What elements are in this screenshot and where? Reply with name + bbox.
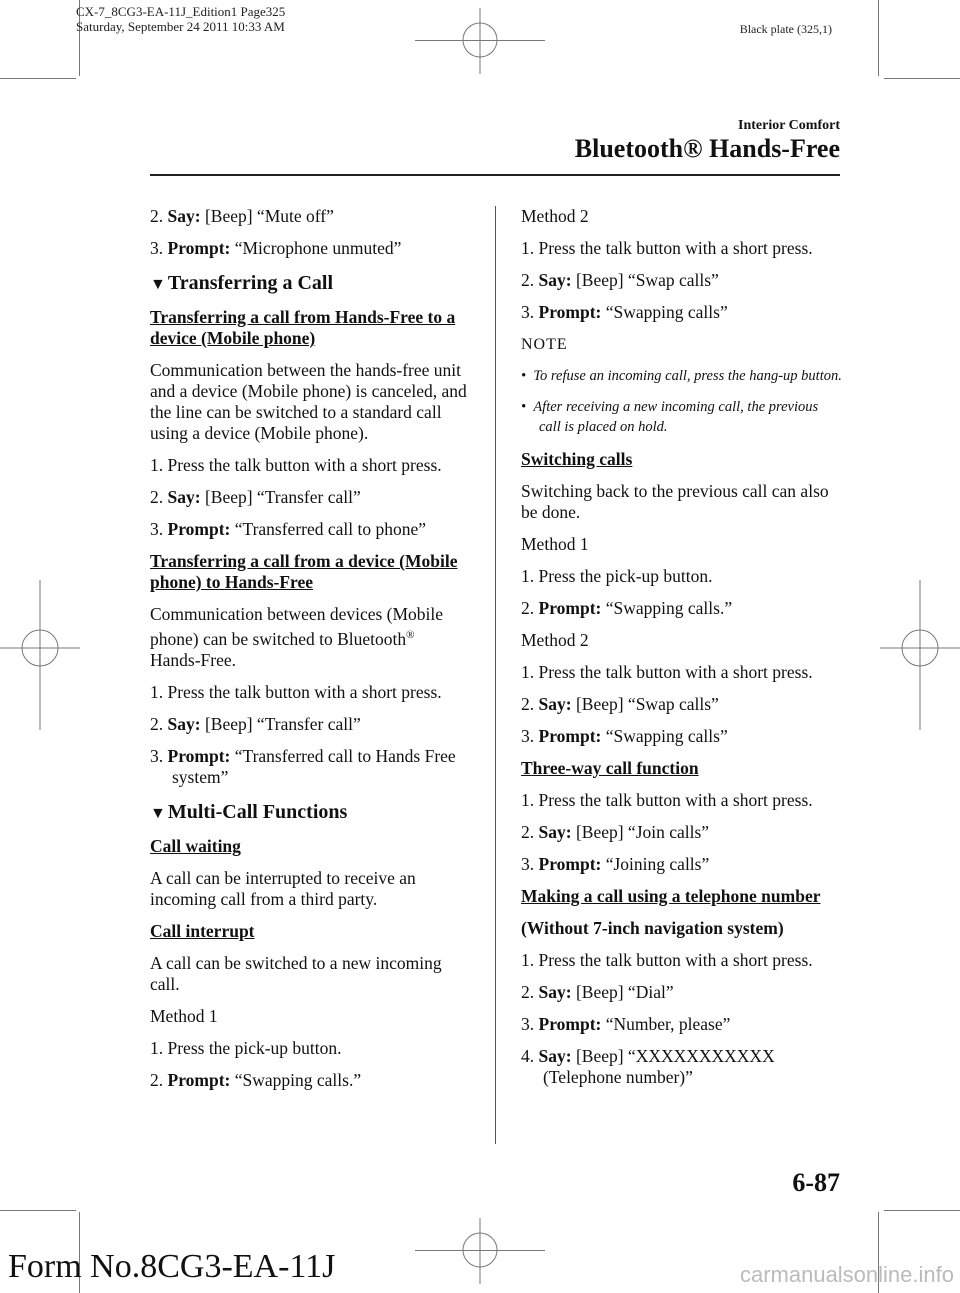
method-label: Method 2 [521,630,589,650]
heading-transferring: ▼ Transferring a Call [150,272,334,294]
step: 1. Press the talk button with a short press. [521,950,813,970]
print-meta [76,4,285,34]
paragraph: A call can be interrupted to receive an incoming call from a third party. [150,867,416,909]
paragraph: Communication between the hands-free unit and a device (Mobile phone) is canceled, and the line can be switched to a standard call using a device (Mobile phone). [150,360,467,443]
step: 4. Say: [Beep] “XXXXXXXXXXX (Telephone number)” [521,1046,775,1087]
form-number: Form No.8CG3-EA-11J [8,1248,336,1285]
header-rule [150,174,840,176]
paragraph: A call can be switched to a new incoming call. [150,952,442,994]
method-label: Method 2 [521,206,589,226]
section-title: Bluetooth® Hands-Free [574,134,840,163]
step: 2. Say: [Beep] “Swap calls” [521,270,719,290]
registration-mark-top [452,8,508,74]
registration-mark-right [880,580,960,730]
note-item: • After receiving a new incoming call, the previous call is placed on hold. [521,399,819,435]
step: 1. Press the talk button with a short press. [521,790,813,810]
condition-label: (Without 7-inch navigation system) [521,918,784,938]
step: 2. Say: [Beep] “Transfer call” [150,487,361,507]
subheading: Switching calls [521,449,633,469]
step: 2. Say: [Beep] “Dial” [521,982,674,1002]
step: 1. Press the pick-up button. [150,1037,342,1058]
step: 1. Press the pick-up button. [521,566,713,586]
step: 3. Prompt: “Transferred call to phone” [150,519,427,539]
step: 2. Say: [Beep] “Transfer call” [150,713,361,734]
note-title: NOTE [521,336,568,353]
right-column [521,206,843,1099]
bullet-icon: • [521,399,534,415]
method-label: Method 1 [150,1005,218,1026]
triangle-bullet-icon: ▼ [150,804,166,822]
paragraph: Communication between devices (Mobile phone) can be switched to Bluetooth® Hands-Free. [150,604,444,670]
step: 2. Prompt: “Swapping calls.” [521,598,733,618]
step: 3. Prompt: “Joining calls” [521,854,710,874]
bullet-icon: • [521,368,534,384]
page-number: 6-87 [792,1168,840,1197]
subheading: Call waiting [150,835,241,856]
step: 2. Say: [Beep] “Swap calls” [521,694,719,714]
section-category: Interior Comfort [738,118,840,133]
paragraph: Switching back to the previous call can also be done. [521,481,829,522]
step: 3. Prompt: “Swapping calls” [521,726,728,746]
print-meta-date: Saturday, September 24 2011 10:33 AM [76,19,285,34]
registration-mark-left [0,580,80,730]
step: 1. Press the talk button with a short press. [521,238,813,258]
column-divider [495,206,496,1144]
subheading: Three-way call function [521,758,699,778]
step: 3. Prompt: “Microphone unmuted” [150,238,402,258]
triangle-bullet-icon: ▼ [150,276,166,293]
left-column [150,206,472,1102]
print-meta-file: CX-7_8CG3-EA-11J_Edition1 Page325 [76,4,286,19]
step: 1. Press the talk button with a short press. [521,662,813,682]
site-watermark: carmanualsonline.info [739,1262,954,1287]
subheading: Transferring a call from Hands-Free to a device (Mobile phone) [150,307,456,348]
step: 2. Prompt: “Swapping calls.” [150,1069,362,1090]
subheading: Call interrupt [150,920,255,941]
subheading: Making a call using a telephone number [521,886,821,906]
step: 1. Press the talk button with a short press. [150,455,442,475]
step: 2. Say: [Beep] “Mute off” [150,206,334,226]
step: 3. Prompt: “Swapping calls” [521,302,728,322]
step: 1. Press the talk button with a short press. [150,681,442,702]
note-item: • To refuse an incoming call, press the hang-up button. [521,368,842,384]
method-label: Method 1 [521,534,589,554]
subheading: Transferring a call from a device (Mobile phone) to Hands-Free [150,551,458,592]
step: 3. Prompt: “Number, please” [521,1014,731,1034]
heading-multi-call: ▼ Multi-Call Functions [150,800,348,823]
plate-label: Black plate (325,1) [739,22,832,36]
step: 2. Say: [Beep] “Join calls” [521,822,710,842]
registration-mark-bottom [452,1218,508,1284]
step: 3. Prompt: “Transferred call to Hands Free system” [150,745,456,787]
